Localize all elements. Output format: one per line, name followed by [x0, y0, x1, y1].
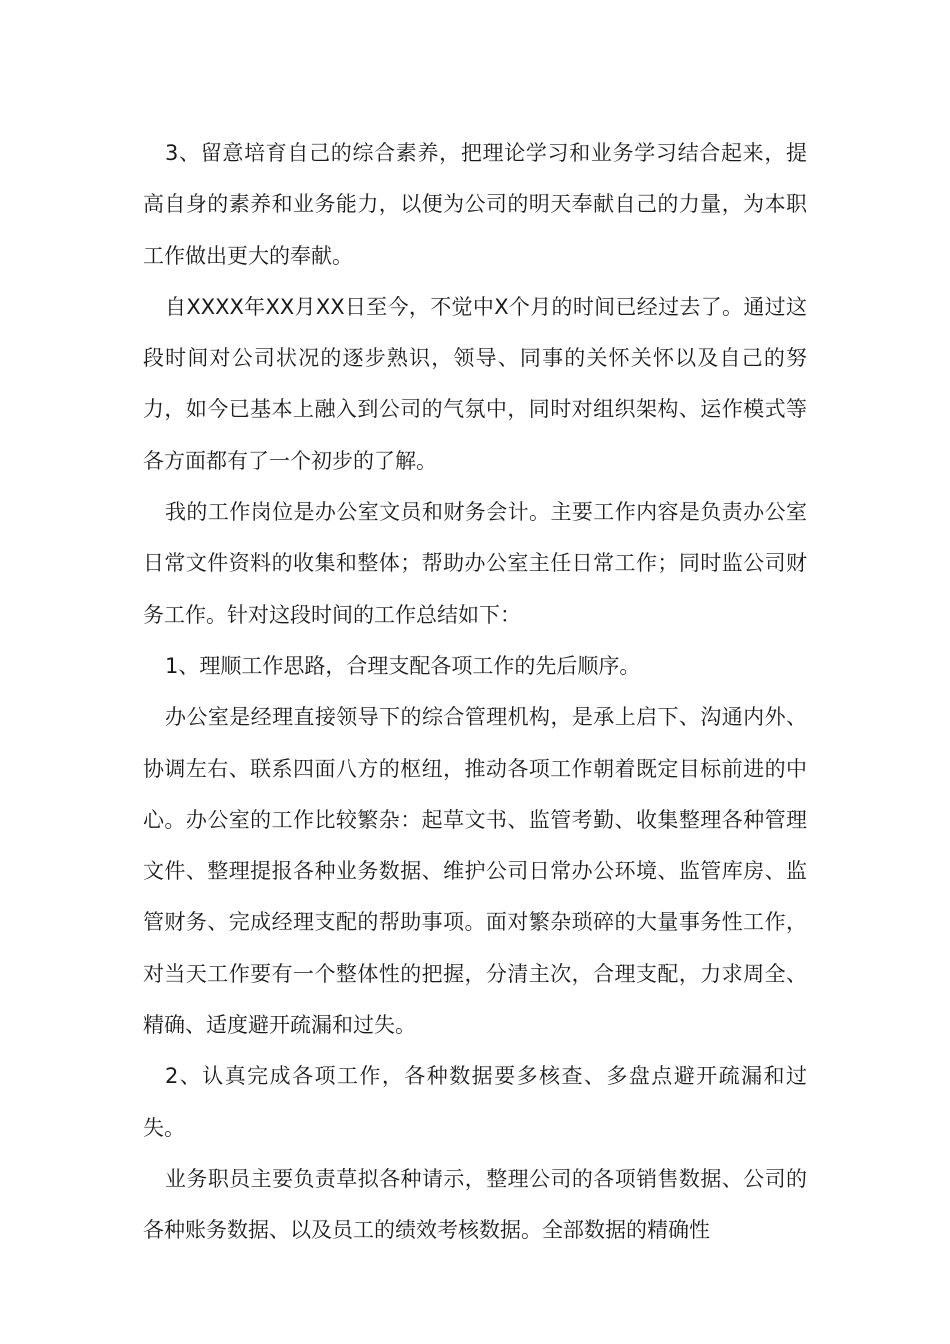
paragraph-business-staff: 业务职员主要负责草拟各种请示，整理公司的各项销售数据、公司的各种账务数据、以及员工的绩效考核数据。全部数据的精确性 — [143, 1166, 807, 1243]
paragraph-point-1: 1、理顺工作思路，合理支配各项工作的先后顺序。 — [165, 653, 641, 678]
paragraph-office-role: 办公室是经理直接领导下的综合管理机构，是承上启下、沟通内外、协调左右、联系四面八方的枢纽，推动各项工作朝着既定目标前进的中心。办公室的工作比较繁杂：起草文书、监管考勤、收集整理各种管理文件、整理提报各种业务数据、维护公司日常办公环境、监管库房、监管财务、完成经理支配的帮助事项。面对繁杂琐碎的大量事务性工作，对当天工作要有一个整体性的把握，分清主次，合理支配，力求周全、精确、适度避开疏漏和过失。 — [143, 705, 807, 1038]
paragraph-job-position: 我的工作岗位是办公室文员和财务会计。主要工作内容是负责办公室日常文件资料的收集和整体；帮助办公室主任日常工作；同时监公司财务工作。针对这段时间的工作总结如下： — [143, 500, 807, 627]
paragraph-time-summary: 自XXXX年XX月XX日至今，不觉中X个月的时间已经过去了。通过这段时间对公司状况的逐步熟识，领导、同事的关怀关怀以及自己的努力，如今已基本上融入到公司的气氛中，同时对组织架构、运作模式等各方面都有了一个初步的了解。 — [143, 294, 807, 473]
document-body — [143, 128, 807, 1257]
paragraph-point-2: 2、认真完成各项工作，各种数据要多核查、多盘点避开疏漏和过失。 — [143, 1064, 807, 1140]
paragraph-self-improvement: 3、留意培育自己的综合素养，把理论学习和业务学习结合起来，提高自身的素养和业务能力，以便为公司的明天奉献自己的力量，为本职工作做出更大的奉献。 — [143, 141, 807, 268]
